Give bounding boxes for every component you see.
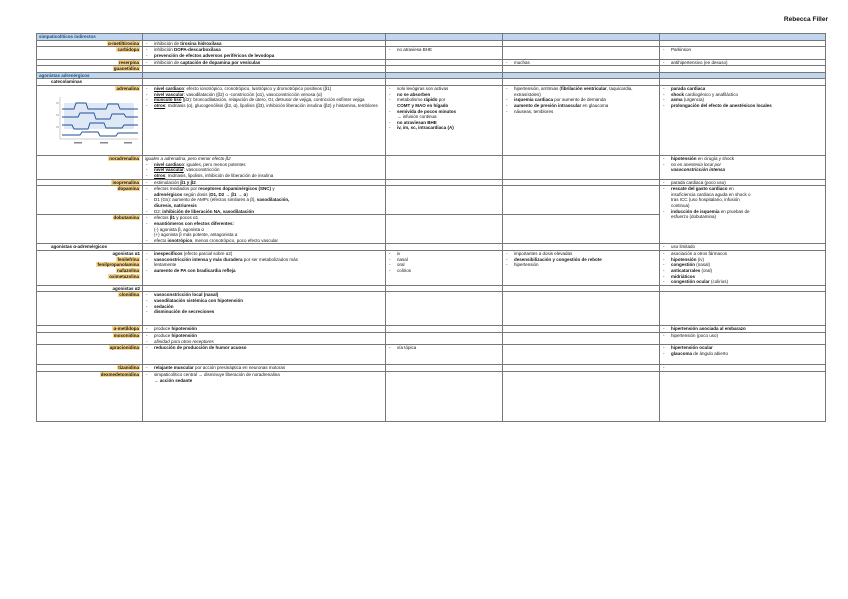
cell-text: - muchas: [505, 60, 657, 66]
cell-text: inhibición de: [154, 40, 181, 46]
cell-text: en cirugía y shock: [696, 156, 735, 161]
subsection-row: [37, 285, 826, 292]
cell-text: D1 (Gs): aumento de AMPc (efectos similares a β),: [154, 197, 257, 203]
group-label: agonistas α1: [112, 251, 140, 256]
cell-text: continua): [671, 203, 690, 208]
cell-text: - uso limitado: [662, 244, 823, 250]
cell-text: no en anestesia local por: [671, 161, 722, 167]
cell-text: lentamente: [154, 262, 177, 268]
cell-text: - no atraviesa BHE: [388, 47, 500, 53]
cell-text: (-) agonista β, agonista α: [154, 226, 204, 232]
cell-text: produce: [154, 333, 172, 338]
section-row: [37, 72, 826, 79]
cell-text: por aumento de demanda: [553, 97, 606, 103]
cell-text: hipotensión: [171, 326, 198, 332]
cell-text: : iguales, pero menos potentes: [184, 161, 246, 167]
table-row: [37, 326, 826, 333]
cell-text: : midriasis, lipolisis, inhibición de liberación de insulina: [165, 172, 274, 178]
cell-text: - asociación a otros fármacos: [662, 251, 823, 257]
cell-text: aumento de PA con bradicardia refleja: [154, 267, 236, 273]
cell-text: según dosis (: [182, 191, 211, 197]
cell-text: produce: [154, 326, 172, 332]
cell-text: asma: [671, 97, 683, 103]
cell-text: receptores dopaminérgicos (SNC): [198, 186, 272, 192]
cell-text: tirosina hidroxilasa: [180, 40, 222, 46]
cell-text: músculo liso: [154, 97, 182, 103]
cell-text: (nasal): [695, 262, 711, 268]
table-row: [37, 292, 826, 326]
drug-name: α-metildopa: [113, 326, 139, 332]
cell-text: , taquicardia, extrasístoles): [514, 86, 633, 97]
cell-text: - parada cardiaca (poco uso): [662, 180, 823, 186]
table-row: [37, 186, 826, 215]
cell-text: efectos: [154, 215, 170, 221]
cell-text: - solo levógiras son activas: [388, 86, 500, 92]
cell-text: - náuseas, temblores: [505, 109, 657, 115]
cell-text: y: [271, 186, 275, 192]
cell-text: hipotensión: [671, 156, 697, 161]
cell-text: β1: [169, 215, 176, 221]
cell-text: insuficiencia cardiaca aguda en shock o: [671, 191, 751, 197]
cell-text: hipertensión asociada al embarazo: [671, 326, 746, 332]
cell-text: (efecto parcial sobre α2): [182, 251, 233, 256]
table-row: [37, 47, 826, 59]
drug-name: fenilefrina: [117, 256, 139, 262]
cell-text: nivel cardiaco: [154, 86, 185, 91]
subsection-row: [37, 79, 826, 86]
cell-text: isquemia cardiaca: [514, 97, 554, 103]
drug-name: tizanidina: [118, 365, 139, 371]
cell-text: - vía tópica: [388, 345, 500, 351]
cell-text: nivel vascular: [154, 167, 184, 173]
cell-text: hipertensión ocular: [671, 345, 713, 351]
drug-name: dopamina: [117, 186, 139, 192]
cell-text: vasoconstricción intensa y más duradera: [154, 256, 243, 262]
effects-graph-image: [54, 95, 140, 147]
table-row: [37, 365, 826, 372]
cell-text: en: [727, 186, 734, 192]
cell-text: y pocos α1: [175, 215, 199, 221]
cell-text: nivel vascular: [154, 91, 184, 97]
drug-name: reserpina: [118, 59, 139, 65]
table-row: [37, 156, 826, 180]
cell-text: tras ICC (uso hospitalario, infusión: [671, 197, 740, 203]
cell-text: metabolismo: [397, 97, 424, 103]
cell-text: - oral: [388, 262, 500, 268]
cell-text: : midriasis (α), glucogenólisis (β2, α), lipolisis (β3), inhibición liberación insulina (β2) y histamina, temblores: [165, 102, 378, 108]
cell-text: hipotensión: [671, 256, 697, 262]
cell-text: ): [246, 191, 248, 197]
cell-text: vasoconstricción local (nasal): [154, 292, 219, 298]
subsection-row: [37, 244, 826, 251]
cell-text: D1, D2 → β1 → α: [210, 191, 247, 197]
pharmacology-table: [36, 33, 826, 422]
cell-text: (colirios): [709, 279, 729, 285]
cell-text: → acción sedante: [154, 377, 193, 383]
cell-text: D2:: [154, 208, 163, 214]
cell-text: (iv): [696, 256, 704, 262]
drug-name: noradrenalina: [109, 156, 139, 161]
subsection-title: catecolaminas: [37, 79, 143, 86]
cell-text: semivida de pocos minutos: [397, 108, 457, 114]
cell-text: fibrilación ventricular: [561, 86, 607, 91]
cell-text: relajante muscular: [154, 365, 194, 371]
cell-text: parada cardiaca: [671, 86, 706, 91]
cell-text: - hipertensión: [505, 262, 657, 268]
cell-text: inducción de isquemia: [671, 208, 720, 214]
cell-text: : vasodilatación (β2) o -constricción (α1), vasoconstricción venosa (α): [183, 91, 323, 97]
cell-text: - hipertensión (poco uso): [662, 333, 823, 339]
group-label: agonistas α2: [37, 285, 143, 292]
cell-text: aumento de presión intraocular: [514, 102, 582, 108]
cell-text: COMT y MAO en hígado: [397, 102, 449, 108]
cell-text: midriáticos: [671, 273, 696, 279]
cell-text: - importantes a dosis elevadas: [505, 251, 657, 257]
cell-text: iv, im, sc, intracardiaca (A): [397, 125, 454, 131]
cell-text: otros: [154, 172, 166, 178]
table-row: [37, 371, 826, 421]
cell-text: vasodilatación,: [256, 197, 290, 203]
cell-text: shock: [671, 91, 685, 97]
cell-text: rápido: [423, 97, 438, 103]
drug-name: guanetidina: [113, 66, 139, 72]
cell-text: afinidad para otros receptores: [154, 338, 214, 344]
cell-text: nivel cardiaco: [154, 161, 185, 167]
cell-text: congestión ocular: [671, 279, 710, 285]
cell-text: (oral): [700, 267, 713, 273]
cell-text: hipotensión: [171, 333, 198, 338]
cell-text: sedación: [154, 303, 174, 309]
table-row: [37, 179, 826, 186]
cell-text: cardiogénico y anafiláctico: [684, 91, 739, 97]
cell-text: en pruebas de: [719, 208, 750, 214]
cell-text: rescate del gasto cardiaco: [671, 186, 728, 192]
cell-text: - simpaticolítico central → disminuye liberación de noradrenalina: [145, 372, 383, 378]
cell-text: - nasal: [388, 257, 500, 263]
drug-name: nafazolina: [116, 267, 139, 273]
table-row: [37, 59, 826, 66]
cell-text: - colirios: [388, 268, 500, 274]
cell-text: : efecto ionotrópico, cronotrópico, lusitrópico y dromotrópico positivos (β1): [184, 86, 332, 91]
cell-text: (β2): broncodilatación, relajación de útero, GI, detrusor de vejiga, contricción esfínter vejiga: [181, 97, 365, 103]
section-row: [37, 34, 826, 41]
cell-text: : vasoconstricción: [183, 167, 220, 173]
drug-name: carbidopa: [117, 47, 139, 53]
table-row: [37, 333, 826, 345]
cell-text: otros: [154, 102, 166, 108]
cell-text: prevención de efectos adversos periféricos de levodopa: [154, 52, 275, 58]
drug-name: clonidina: [119, 292, 139, 298]
cell-text: inespecíficos: [154, 251, 183, 256]
drug-name: α-metiltirosina: [107, 40, 139, 46]
cell-text: iguales a adrenalina, pero menor efecto β2: [145, 156, 231, 161]
cell-text: hipertensión, arritmias (: [514, 86, 562, 91]
cell-text: prolongación del efecto de anestésicos locales: [671, 102, 772, 108]
cell-text: - Parkinson: [662, 47, 823, 53]
subsection-title: agonistas α-adremérgicos: [37, 244, 143, 251]
cell-text: congestión: [671, 262, 696, 268]
cell-text: inhibición: [154, 47, 175, 53]
cell-text: disminución de secreciones: [154, 309, 215, 315]
cell-text: estimulación: [154, 179, 181, 185]
cell-text: de ángulo abierto: [692, 350, 729, 356]
cell-text: , menos cronotrópico, poco efecto vascular: [192, 237, 279, 243]
table-row: [37, 40, 826, 47]
drug-name: apracionidina: [109, 345, 139, 351]
drug-name: dexmedetomidina: [100, 371, 139, 377]
cell-text: ionotrópico: [167, 237, 193, 243]
cell-text: inhibición de: [154, 59, 181, 65]
cell-text: por: [437, 97, 446, 103]
cell-text: por ser metabolizados más: [242, 256, 298, 262]
cell-text: vasoconstricción intensa: [671, 167, 726, 173]
section-title: agonistas adrenérgicos: [37, 72, 143, 79]
section-title: simpaticolíticos indirectos: [37, 34, 143, 41]
cell-text: DOPA-descarboxilasa: [174, 47, 221, 53]
table-row: [37, 86, 826, 156]
cell-text: enantiómeros con efectos diferentes:: [154, 220, 235, 226]
cell-text: glaucoma: [671, 350, 693, 356]
cell-text: efecto: [154, 237, 168, 243]
cell-text: diuresis, natriuresis: [154, 203, 197, 208]
drug-name: fenilpropanolamina: [97, 262, 139, 268]
cell-text: (urgencia): [682, 97, 705, 103]
cell-text: por acción presináptica en neuronas motoras: [193, 365, 286, 371]
drug-name: moxonidina: [113, 333, 139, 338]
cell-text: adrenérgicos: [154, 191, 183, 197]
drug-name: isoprenalina: [112, 179, 139, 185]
cell-text: (+) agonista β más potente, antagonista α: [154, 232, 238, 238]
drug-name: oximetazolina: [109, 273, 139, 279]
cell-text: β1 y β2: [180, 179, 196, 185]
cell-text: reducción de producción de humor acuoso: [154, 345, 247, 351]
author-name: Rebecca Filler: [783, 16, 828, 23]
cell-text: no se absorben: [397, 91, 431, 97]
cell-text: vasodilatación sistémica con hipotensión: [154, 298, 244, 303]
cell-text: → infusión continua: [397, 114, 437, 120]
drug-name: dobutamina: [113, 215, 139, 221]
table-row: [37, 345, 826, 365]
table-row: [37, 66, 826, 73]
cell-text: anticatarrales: [671, 267, 701, 273]
cell-text: efectos mediados por: [154, 186, 199, 192]
cell-text: esfuerzo (dobutamina): [671, 214, 717, 220]
cell-text: en glaucoma: [581, 102, 609, 108]
cell-text: inhibición de liberación NA, vasodilatación: [162, 208, 255, 214]
drug-name: adrenalina: [116, 86, 139, 91]
cell-text: captación de dopamina por vesículas: [180, 59, 261, 65]
cell-text: - iv: [388, 251, 500, 257]
cell-text: desensibilización y congestión de rebote: [514, 256, 602, 262]
cell-text: - antihipertensivo (en desuso): [662, 60, 823, 66]
table-row: [37, 251, 826, 286]
cell-text: no atraviesan BHE: [397, 119, 437, 125]
